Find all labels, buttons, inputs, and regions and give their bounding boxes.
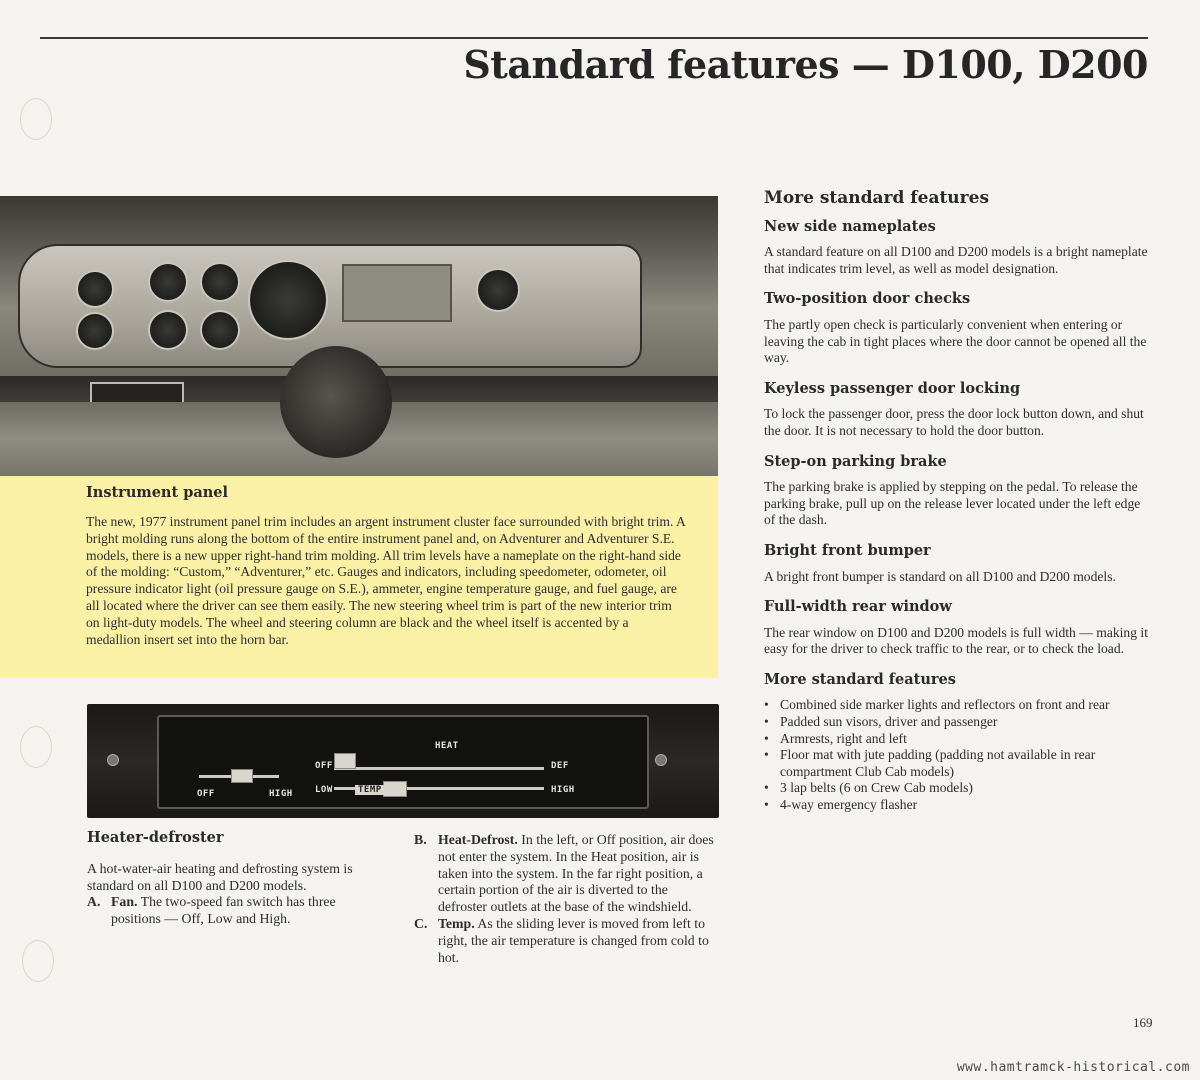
speedometer-icon [248, 260, 328, 340]
list-item: • Armrests, right and left [764, 731, 1150, 748]
page-number: 169 [1133, 1015, 1153, 1030]
list-title: More standard features [764, 670, 956, 688]
gauge-icon [200, 262, 240, 302]
section-text: To lock the passenger door, press the door lock button down, and shut the door. It is not necessary to hold the door button. [764, 406, 1144, 438]
list-item: • Padded sun visors, driver and passenger [764, 714, 1150, 731]
binder-hole-1 [20, 98, 52, 140]
section-title: Step-on parking brake [764, 452, 947, 470]
screw-icon [655, 754, 667, 766]
heater-item-a [87, 894, 387, 928]
temp-lever-icon [383, 781, 407, 797]
heater-control-face [157, 715, 649, 809]
heat-defrost-slot [334, 767, 544, 770]
instrument-panel-text: The new, 1977 instrument panel trim includes an argent instrument cluster face surrounded with bright trim. A bright molding runs along the bottom of the entire instrument panel and, on Adventurer and Adventurer S.E. models, there is a new upper right-hand trim molding. All trim levels have a nameplate on the right-hand side of the molding: “Custom,” “Adventurer,” etc. Gauges and indicators, including speedometer, odometer, oil pressure indicator light (oil pressure gauge on S.E.), ammeter, engine temperature gauge, and fuel gauge, are all located where the driver can see them easily. The new steering wheel trim is part of the new interior trim on light-duty models. The wheel and steering column are black and the wheel itself is accented by a medallion insert set into the horn bar. [86, 514, 686, 647]
temp-label: TEMP [355, 785, 385, 795]
item-term: Fan. [111, 894, 138, 910]
section-text: The partly open check is particularly convenient when entering or leaving the cab in tight places where the door cannot be opened all the way. [764, 316, 1147, 366]
gauge-icon [148, 262, 188, 302]
temp-high-label: HIGH [551, 785, 575, 795]
item-label: B. [414, 832, 427, 847]
heater-defroster-right [414, 832, 720, 966]
gauge-icon [76, 270, 114, 308]
def-label: DEF [551, 761, 569, 771]
more-features-heading: More standard features [764, 188, 990, 208]
page-title: Standard features — D100, D200 [463, 42, 1148, 87]
gauge-icon [148, 310, 188, 350]
clock-icon [476, 268, 520, 312]
item-text: In the left, or Off position, air does not enter the system. In the Heat position, air is taken into the system. In the far right position, a certain portion of the air is diverted to the defroster outlets at the base of the windshield. [438, 832, 714, 915]
radio-panel [342, 264, 452, 322]
section-title: Full-width rear window [764, 598, 952, 616]
item-text: As the sliding lever is moved from left to right, the air temperature is changed from cold to hot. [438, 915, 709, 965]
gauge-icon [76, 312, 114, 350]
binder-hole-4 [20, 726, 52, 768]
features-list [764, 697, 1150, 813]
list-item: • 3 lap belts (6 on Crew Cab models) [764, 780, 1150, 797]
watermark: www.hamtramck-historical.com [956, 1060, 1190, 1075]
heater-defroster-heading: Heater-defroster [87, 829, 224, 846]
list-item: • 4-way emergency flasher [764, 797, 1150, 814]
heater-control-photo [87, 704, 719, 818]
heat-lever-icon [334, 753, 356, 769]
heater-item-b [414, 832, 720, 916]
section-text: The parking brake is applied by stepping on the pedal. To release the parking brake, pull up on the release lever located under the left edge of the dash. [764, 479, 1141, 528]
heater-defroster-left [87, 830, 387, 928]
list-item: • Combined side marker lights and reflectors on front and rear [764, 697, 1150, 714]
binder-hole-5 [22, 940, 54, 982]
item-label: C. [414, 915, 428, 931]
heat-off-label: OFF [315, 761, 333, 771]
item-term: Heat-Defrost. [438, 832, 518, 847]
section-title: New side nameplates [764, 217, 936, 235]
fan-off-label: OFF [197, 789, 215, 799]
section-text: A bright front bumper is standard on all D100 and D200 models. [764, 568, 1116, 584]
section-title: Bright front bumper [764, 541, 931, 559]
instrument-panel-caption [0, 476, 718, 678]
header-rule [40, 37, 1148, 39]
list-item: • Floor mat with jute padding (padding not available in rear compartment Club Cab models) [764, 747, 1150, 780]
temp-low-label: LOW [315, 785, 333, 795]
section-text: A standard feature on all D100 and D200 models is a bright nameplate that indicates trim level, as well as model designation. [764, 244, 1148, 276]
item-label: A. [87, 894, 101, 910]
fan-lever-icon [231, 769, 253, 783]
dashboard-photo [0, 196, 718, 476]
heater-item-c [414, 916, 720, 966]
heat-label: HEAT [435, 741, 459, 751]
item-text: The two-speed fan switch has three positions — Off, Low and High. [111, 894, 336, 927]
item-term: Temp. [438, 915, 475, 931]
more-features-column [764, 190, 1150, 814]
fan-high-label: HIGH [269, 789, 293, 799]
screw-icon [107, 754, 119, 766]
section-title: Keyless passenger door locking [764, 379, 1021, 397]
steering-wheel-icon [280, 346, 392, 458]
gauge-icon [200, 310, 240, 350]
section-title: Two-position door checks [764, 290, 971, 308]
section-text: The rear window on D100 and D200 models is full width — making it easy for the driver to check traffic to the rear, or to check the load. [764, 624, 1148, 657]
heater-defroster-intro: A hot-water-air heating and defrosting system is standard on all D100 and D200 models. [87, 860, 353, 893]
instrument-panel-heading: Instrument panel [86, 484, 229, 501]
